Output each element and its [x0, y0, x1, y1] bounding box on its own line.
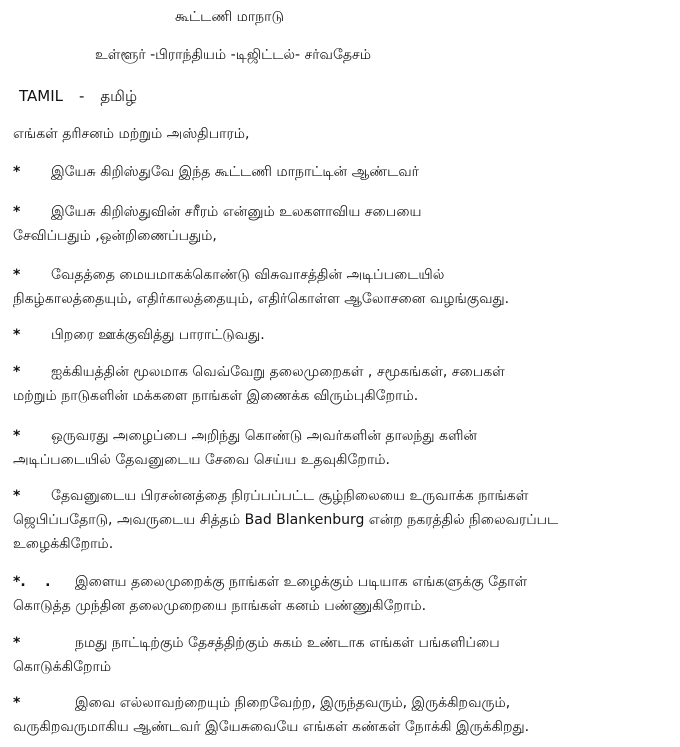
list-item-text: இயேசு கிறிஸ்துவின் சரீரம் என்னும் உலகளாவிய சபையை [51, 204, 422, 220]
list-item-line [13, 360, 668, 384]
language-separator: - [78, 87, 85, 105]
list-item-text: நமது நாட்டிற்கும் தேசத்திற்கும் சுகம் உண்டாக எங்கள் பங்களிப்பை [75, 635, 500, 651]
list-item [13, 570, 668, 618]
list-item-line [13, 200, 668, 224]
bullet-marker: * [13, 327, 21, 343]
list-item-text-continued: சேவிப்பதும் ,ஒன்றிணைப்பதும், [13, 228, 217, 244]
list-item-text-continued: நிகழ்காலத்தையும், எதிர்காலத்தையும், எதிர்கொள்ள ஆலோசனை வழங்குவது. [13, 291, 510, 307]
list-item-text-continued: கொடுக்கிறோம் [13, 659, 112, 675]
list-item [13, 484, 668, 556]
list-item [13, 263, 668, 311]
list-item [13, 424, 668, 472]
list-item-line [13, 424, 668, 448]
list-item-text-continued: மற்றும் நாடுகளின் மக்களை நாங்கள் இணைக்க விரும்புகிறோம். [13, 388, 419, 404]
bullet-marker: * [13, 204, 21, 220]
list-item-text-continued: உழைக்கிறோம். [13, 536, 114, 552]
language-tamil: தமிழ் [100, 87, 138, 105]
language-line [19, 85, 137, 107]
bullet-marker: * [13, 695, 21, 711]
list-item-line [13, 691, 668, 715]
list-item-text: ஐக்கியத்தின் மூலமாக வெவ்வேறு தலைமுறைகள் , சமூகங்கள், சபைகள் [51, 364, 505, 380]
list-item [13, 323, 668, 347]
bullet-marker: * [13, 267, 21, 283]
list-item [13, 691, 668, 739]
list-item-line [13, 484, 668, 508]
list-item-text-continued: வருகிறவருமாகிய ஆண்டவர் இயேசுவையே எங்கள் கண்கள் நோக்கி இருக்கிறது. [13, 719, 530, 735]
bullet-marker: * [13, 428, 21, 444]
list-item-text: வேதத்தை மையமாகக்கொண்டு விசுவாசத்தின் அடிப்படையில் [51, 267, 445, 283]
list-item-text-continued: கொடுத்த முந்தின தலைமுறையை நாங்கள் கனம் பண்ணுகிறோம். [13, 598, 427, 614]
list-item-text: ஒருவரது அழைப்பை அறிந்து கொண்டு அவர்களின் தாலந்து களின் [51, 428, 478, 444]
bullet-marker: *. . [13, 574, 51, 590]
bullet-marker: * [13, 164, 21, 180]
list-item [13, 160, 668, 184]
bullet-marker: * [13, 364, 21, 380]
intro-heading: எங்கள் தரிசனம் மற்றும் அஸ்திபாரம், [13, 126, 250, 142]
list-item-line [13, 263, 668, 287]
bullet-marker: * [13, 488, 21, 504]
list-item [13, 360, 668, 408]
list-item-line [13, 323, 668, 347]
language-english: TAMIL [19, 87, 63, 105]
list-item-text: இளைய தலைமுறைக்கு நாங்கள் உழைக்கும் படியாக எங்களுக்கு தோள் [75, 574, 528, 590]
list-item [13, 200, 668, 248]
document-subtitle: உள்ளூர் -பிராந்தியம் -டிஜிட்டல்- சர்வதேசம் [95, 47, 372, 63]
list-item-text: தேவனுடைய பிரசன்னத்தை நிரப்பப்பட்ட சூழ்நிலையை உருவாக்க நாங்கள் [51, 488, 529, 504]
bullet-marker: * [13, 635, 21, 651]
list-item [13, 631, 668, 679]
list-item-line [13, 160, 668, 184]
document-title: கூட்டணி மாநாடு [175, 9, 284, 25]
list-item-text: இயேசு கிறிஸ்துவே இந்த கூட்டணி மாநாட்டின் ஆண்டவர் [51, 164, 419, 180]
list-item-line [13, 570, 668, 594]
list-item-text: பிறரை ஊக்குவித்து பாராட்டுவது. [51, 327, 265, 343]
list-item-text-continued: அடிப்படையில் தேவனுடைய சேவை செய்ய உதவுகிறோம். [13, 452, 390, 468]
list-item-text-continued: ஜெபிப்பதோடு, அவருடைய சித்தம் Bad Blankenburg என்ற நகரத்தில் நிலைவரப்பட [13, 512, 559, 528]
list-item-text: இவை எல்லாவற்றையும் நிறைவேற்ற, இருந்தவரும், இருக்கிறவரும், [75, 695, 511, 711]
list-item-line [13, 631, 668, 655]
